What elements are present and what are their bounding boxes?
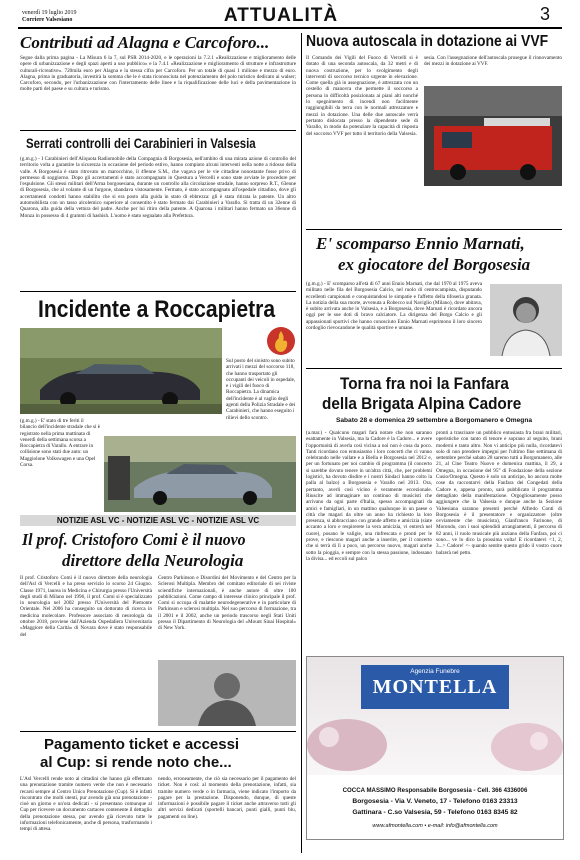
fire-truck-photo bbox=[424, 86, 562, 186]
section-title: ATTUALITÀ bbox=[223, 5, 339, 26]
article-title-marnati-2: ex giocatore del Borgosesia bbox=[338, 255, 531, 274]
ad-website: www.afmontella.com • e-mail: info@afmontella.com bbox=[372, 823, 498, 829]
divider bbox=[306, 229, 562, 230]
article-body-comi-col2: Centro Parkinson e Disordini del Movimento e del Centro per la Sclerosi Multipla. Membro del comitato editoriale di sei riviste scientifiche internazionali, è anche autore di oltre 100 pubblicazioni. Come campo di interesse clinico principale il prof. Comi si occupa di malattie neurodegenerative e in particolare di Parkinson e sclerosi multipla. Nel suo percorso di formazione, tra il 2001 e il 2002, anche un periodo trascorso negli Stati Uniti presso il Dipartimento di Neurologia del «Mount Sinai Hospital» di New York. bbox=[158, 575, 296, 632]
doctor-photo bbox=[158, 660, 296, 726]
divider bbox=[306, 368, 562, 369]
article-subtitle-fanfara: Sabato 28 e domenica 29 settembre a Borgomanero e Omegna bbox=[335, 417, 533, 424]
article-body-incidente-right: Sul posto del sinistro sono subito arrivati i mezzi del soccorso 118, che hanno trasportato gli occupanti dei veicoli in ospedale, e i vigili del fuoco di Roccapietra. La dinamica dell'incidente è al vaglio degli agenti della Polizia Stradale e dei Carabinieri, che hanno eseguito i rilievi dello scontro. bbox=[226, 358, 296, 421]
article-body-carabinieri: (g.m.g.) - I Carabinieri dell'Aliquota Radiomobile della Compagnia di Borgosesia, nell'ambito di una mirata azione di controllo del territorio volta a garantire la sicurezza in occasione del periodo estivo, hanno compiuto alcuni interventi nella notte a ridosso della valle. A Borgosesia è stato ritrovato un marocchino, il 49enne S.M., che vagava per le vie cittadine nonostante fosse privo di permesso di soggiorno. Dopo gli accertamenti è stato accompagnato in Questura a Vercelli e sono state avviate le procedure per l'espulsione. Gli stessi militari dell'Arma borgosesiana, durante un controllo alla circolazione stradale, hanno sorpreso R.T., 63enne di Borgosesia, che al volante di un furgone, sbandava vistosamente. Fermato, è stato accompagnato all'ospedale cittadino, dove gli accertamenti condotti hanno stabilito che si era posto alla guida in stato di ebbrezza: gli è stata ritirata la patente. Un altro automobilista con un tasso alcolemico superiore al consentito è stato fermato dai Carabinieri a Varallo. Si tratta di un 32enne di Quarona, alla guida della vettura del padre. Anche per lui ritiro della patente. A Quarona i militari hanno fermato un 36enne di Monza in possesso di 4 grammi di hashish. L'uomo è stato segnalato alla Prefettura. bbox=[20, 156, 296, 219]
article-body-marnati: (g.m.g.) - E' scomparso all'età di 67 anni Ennio Marnati, che dal 1970 al 1975 aveva militato nelle fila del Borgosesia Calcio, nel ruolo di centrocampista, disputando eccellenti campionati e conquistandosi le simpatie e l'affetto della tifoseria granata. La notizia della sua morte, avvenuta a Robecco sul Naviglio (Milano), dove abitava, è subito arrivata anche in Valsesia, e a Borgosesia, dove Marnati è ricordato ancora oggi per le sue doti di bravo calciatore. La dirigenza del Borgo Calcio e gli appassionati sportivi che hanno conosciuto Ennio Marnati esprimono il loro sincero cordoglio rievocandone le qualità sportive e umane. bbox=[306, 281, 482, 332]
article-body-autoscala-col1: Il Comando dei Vigili del Fuoco di Vercelli si è dotato di una seconda autoscala, da 32 metri e di nuova costruzione, per lo svolgimento degli interventi di soccorso tecnico urgente in elevazione. Come quella già in assegnazione, è attrezzata con un cestello di manovra che permette il soccorso a persona in difficoltà posizionata ai piani alti nonché lo spegnimento di incendi non facilmente raggiungibili da terra con le normali attrezzature e mezzi in dotazione. Una delle due autoscale verrà pertanto dislocata presso la dipendente sede di Varallo, in modo da potenziare la capacità di risposta del soccorso VVF per tutto il territorio della Valsesia. bbox=[306, 55, 418, 137]
divider bbox=[20, 291, 296, 292]
article-title-fanfara-2: della Brigata Alpina Cadore bbox=[322, 394, 522, 413]
ad-brand-box bbox=[361, 665, 509, 709]
article-title-ticket-1: Pagamento ticket e accessi bbox=[44, 736, 240, 753]
article-body-ticket-col1: L'Asl Vercelli rende noto ai cittadini che hanno già effettuato una prenotazione tramite numero verde che non è necessario recarsi sempre al Centro Unico Prenotazione (Cup). Si è infatti riscontrato che molti utenti, pur avendo già una prenotazione - cioè un giorno e un'ora dedicati - si presentano comunque al Cup per ricevere un documento cartaceo contenente il dettaglio della prenotazione stessa, pur avendo già ricevuto tutte le informazioni telefonicamente, anche di persona, trasformando i tempi di attesa. bbox=[20, 776, 152, 833]
article-body-autoscala-col2: sesia. Con l'assegnazione dell'autoscala prosegue il rinnovamento dei mezzi in dotazione ai VVF. bbox=[424, 55, 562, 68]
car-photo-2 bbox=[104, 436, 296, 512]
column-divider bbox=[301, 33, 302, 853]
article-title-carabinieri: Serrati controlli dei Carabinieri in Valsesia bbox=[26, 135, 256, 151]
article-title-ticket-2: al Cup: si rende noto che... bbox=[40, 754, 232, 771]
header-meta bbox=[22, 10, 77, 24]
funeral-ad bbox=[306, 656, 564, 840]
page-number: 3 bbox=[540, 4, 551, 24]
header-rule bbox=[18, 27, 562, 29]
divider bbox=[20, 731, 296, 732]
article-body-fanfara-col2: pronti a trascinare un pubblico entusiasta fra brani militari, operistiche con tanto di tenore e soprano al seguito, brani moderni e tanto altro. Non vi anticipo più nulla, ricordatevi solo di non prendere impegni per l'ultimo fine settimana di settembre perché sabato 28 saremo tutti a Borgomanero, alle 21, al Cine Teatro Nuovo e domenica mattina, il 29, a Omegna, in occasione del 95° di Fondazione della sezione Cusio/Omegna. Questo è solo un anticipo, ho ancora molte cose da raccontarvi della Fanfara dei Congedati della Cadore e, appena pronto, sarà pubblicato il programma dettagliato della manifestazione. Orgogliosamente posso aggiungere che la Valsesia e dunque anche la Sezione Valsesiana saranno presenti perché Alfredo Conti di Borgosesia è il presentatore e organizzatore (oltre ovviamente che musicista), Gianfranco Farinone, di Morondo, con i suoi splendidi arrangiamenti, il percorso di 82 anni, il ruolo musicale più anziano della Fanfara, poi ci sono... ve lo dico la prossima volta! E ricordatevi <1, 2, 3...> Cadore! <- quando sentite questo grido il vostro cuore balzerà nel petto. bbox=[436, 430, 562, 556]
firefighters-logo bbox=[266, 326, 296, 356]
article-title-comi-1: Il prof. Cristoforo Comi è il nuovo bbox=[22, 530, 246, 549]
car-photo-1 bbox=[20, 328, 222, 414]
article-body-fanfara-col1: (a.mar.) - Qualcuno magari farà notare che non saranno esattamente in Valsesia, ma la Cadore è la Cadore... e avere l'opportunità di averla così vicina a noi non è cosa da poco. Tanti ricordano con entusiasmo i loro concerti che ci vanno celebrando nelle vallate e a Biella e Borgosesia nel 2012 e, per un fortunato per noi cambio di programma (il concerto si sarebbe dovuto tenere in un'altra città, che, per problemi logistici, ha dovuto disdire e i nostri Sindaci hanno colto la palla al balzo) a Borgosesia e Varallo nel 2013. Ora, pertanto, averli così vicino è veramente eccezionale. Riuscite ad immaginare un continuo di musicisti che arrivano da ogni parte d'Italia, spesso accompagnati da amici e famigliari, in un mattino qualunque in un paese o città che magari da oltre un anno ha richiesto la loro presenza, si abbracciano con grande affetto e amicizia (siate accanto a loro e respirerete la vera amicizia, vi entrerà nel cuore), posano le valigie, una rinfrescata e pronti per le prove, e riescono magari anche a inserire, per il concerto che si terrà di lì a poco, un percorso nuovo, magari anche sotto la pioggia, e sempre con la stessa passione, indossano la divisa... ed eccoli sul palco bbox=[306, 430, 432, 562]
ad-agency-label: Agenzia Funebre bbox=[410, 668, 460, 675]
article-body-contributi: Segue dalla prima pagina - La Misura 6 la 7, sul PSR 2014-2020, e le operazioni la 7.2.1 «Realizzazione e miglioramento delle opere di urbanizzazione e degli spazi aperti a uso pubblico» e la 7.4.1 «Realizzazione e miglioramento di strutture e infrastrutture culturali-ricreative». 720mila euro per Alagna e la stessa cifra per Carcoforo. Per un totale di quasi 1 milione e mezzo di euro. Alagna, prima in graduatoria, investirà la somma che le è stata riconosciuta nel potenziamento del polo turistico dedicato ai walser; Carcoforo, secondo, per l'urbanizzazione con l'interramento delle linee e la riqualificazione delle luci e della pavimentazione in molte parti del paese e su cultura e turismo. bbox=[20, 55, 296, 93]
ad-contact-line3: Gattinara - C.so Valsesia, 59 - Telefono 0163 8345 82 bbox=[352, 809, 518, 816]
divider bbox=[20, 130, 296, 131]
article-title-marnati-1: E' scomparso Ennio Marnati, bbox=[316, 234, 525, 253]
marnati-photo bbox=[490, 284, 562, 356]
article-title-incidente: Incidente a Roccapietra bbox=[38, 296, 276, 323]
issue-date: venerdì 19 luglio 2019 bbox=[22, 10, 77, 16]
notizie-bar: NOTIZIE ASL VC - NOTIZIE ASL VC - NOTIZIE ASL VC bbox=[20, 515, 296, 526]
article-body-incidente-left: (g.m.g.) - E' stato di tre feriti il bilancio dell'incidente stradale che si è registrato nella prima mattinata di venerdì della settimana scorsa a Roccapietra di Varallo. A entrare in collisione sono stati due auto: un Maggiolone Volkswagen e una Opel Corsa. bbox=[20, 418, 100, 469]
article-body-comi-col1: Il prof. Cristoforo Comi è il nuovo direttore della neurologia dell'Asl di Vercelli e ha preso servizio lo scorso 24 Giugno. Classe 1971, laurea in Medicina e Chirurgia presso l'Università degli studi di Milano nel 1996, il prof. Comi si è specializzato in neurologia nel 2002 presso l'Università del Piemonte Orientale. Nel 2006 ha conseguito un dottorato di ricerca in medicina molecolare. Professore associato di neurologia da ottobre 2018, proviene dall'Azienda Ospedaliera Universitaria «Maggiore della Carità» di Novara dove è stato responsabile del bbox=[20, 575, 152, 638]
article-title-contributi: Contributi ad Alagna e Carcoforo... bbox=[20, 33, 270, 52]
ad-contact-line1: COCCA MASSIMO Responsabile Borgosesia - Cell. 366 4336006 bbox=[342, 787, 528, 794]
ad-brand-name: MONTELLA bbox=[372, 676, 498, 698]
ad-contact-line2: Borgosesia - Via V. Veneto, 17 - Telefono 0163 23313 bbox=[352, 798, 518, 805]
paper-name: Corriere Valsesiano bbox=[22, 17, 73, 23]
article-title-fanfara-1: Torna fra noi la Fanfara bbox=[340, 374, 509, 393]
article-body-ticket-col2: nendo, erroneamente, che ciò sia necessario per il pagamento del ticket. Non è così: al momento della prenotazione, infatti, sia tramite numero verde o in farmacia, viene indicato l'importo da pagare per la prestazione. Disponendo, dunque, di queste informazioni è possibile pagare il ticket anche attraverso tutti gli altri servizi dedicati (sportelli bancari, punti gialli, punti blu, pagamenti on line). bbox=[158, 776, 296, 820]
article-title-comi-2: direttore della Neurologia bbox=[62, 551, 244, 570]
article-title-autoscala: Nuova autoscala in dotazione ai VVF bbox=[306, 33, 549, 50]
